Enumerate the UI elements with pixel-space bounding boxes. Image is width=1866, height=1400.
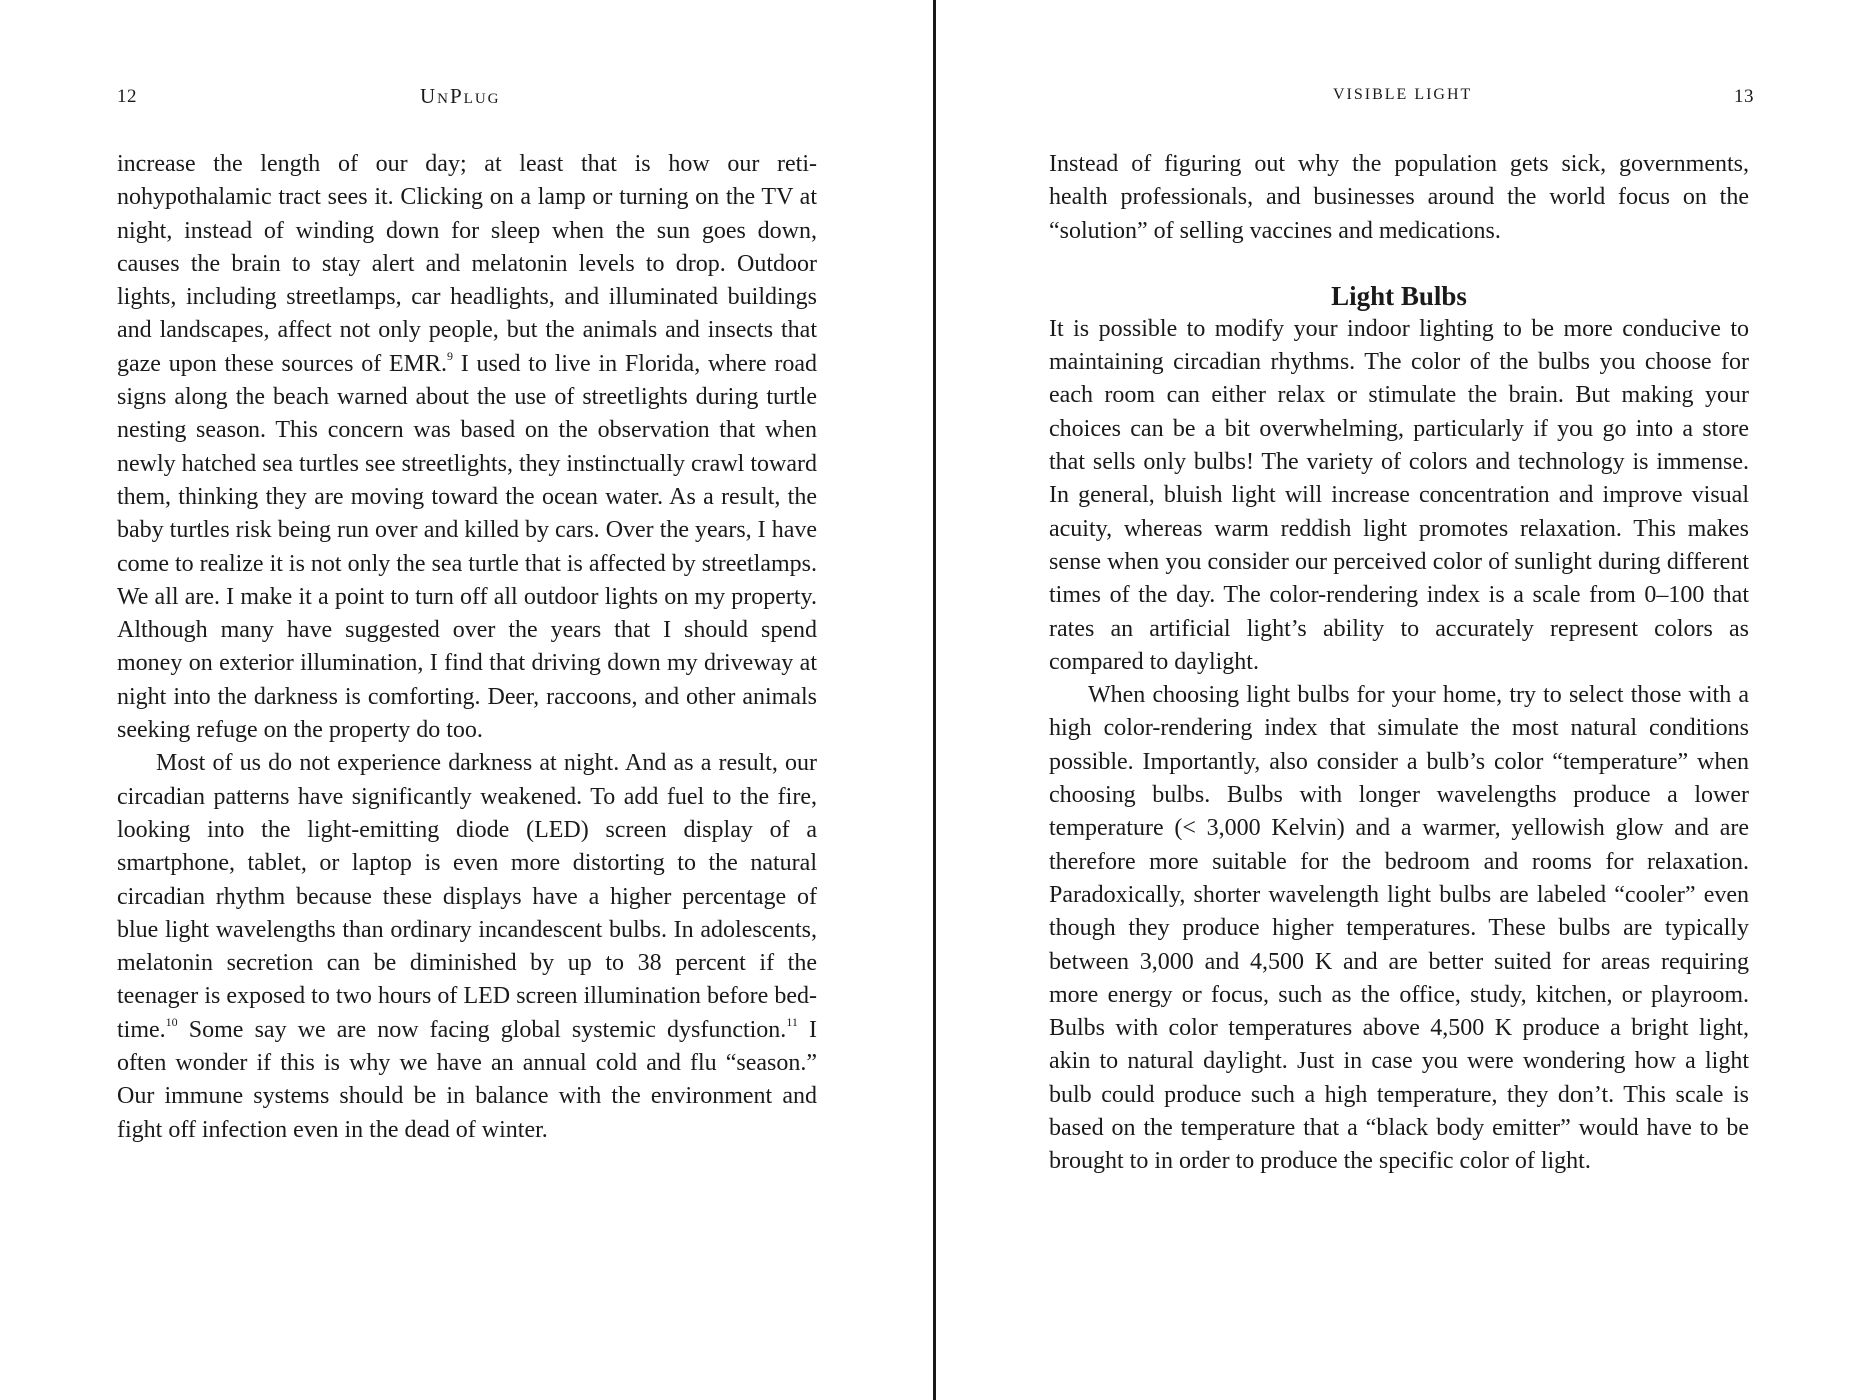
right-body-text [1049, 148, 1749, 1179]
paragraph-text: Some say we are now facing global systemic dysfunction. [177, 1016, 787, 1043]
footnote-marker: 11 [786, 1014, 798, 1029]
running-head-book-title: UnPlug [420, 84, 501, 108]
left-body-text [117, 148, 817, 1147]
footnote-marker: 10 [165, 1014, 178, 1029]
section-heading: Light Bulbs [1331, 280, 1467, 311]
page-number: 13 [1734, 86, 1754, 107]
paragraph-text: I often wonder if this is why we have an annual cold and flu “season.” Our immune systems should be in balance with the environment and fight off infection even in the dead of winter. [117, 1016, 817, 1143]
page-number: 12 [117, 86, 137, 107]
paragraph: When choosing light bulbs for your home, try to select those with a high color-rendering index that simulate the most natural conditions possible. Importantly, also consider a bulb’s color “temperature” when choosing bulbs. Bulbs with longer wavelengths produce a lower temperature (< 3,000 Kelvin) and a warmer, yellowish glow and are therefore more suitable for the bedroom and rooms for relaxation. Paradoxically, shorter wavelength light bulbs are labeled “cooler” even though they produce higher temperatures. These bulbs are typically between 3,000 and 4,500 K and are better suited for areas requiring more energy or focus, such as the office, study, kitchen, or playroom. Bulbs with color temperatures above 4,500 K produce a bright light, akin to natural daylight. Just in case you were wondering how a light bulb could produce such a high temperature, they don’t. This scale is based on the temperature that a “black body emitter” would have to be brought to in order to produce the specific color of light. [1049, 682, 1749, 1175]
paragraph [117, 747, 817, 1147]
paragraph [117, 148, 817, 747]
running-head-chapter-title: VISIBLE LIGHT [1333, 86, 1473, 103]
paragraph-text: I used to live in Florida, where road signs along the beach warned about the use of streetlights during turtle nesting season. This concern was based on the observation that when newly hatched sea turtles see streetlights, they instinctually crawl toward them, thinking they are moving toward the ocean water. As a result, the baby turtles risk being run over and killed by cars. Over the years, I have come to realize it is not only the sea turtle that is affected by streetlamps. We all are. I make it a point to turn off all outdoor lights on my property. Although many have suggested over the years that I should spend money on exterior illumination, I find that driving down my driveway at night into the darkness is comforting. Deer, raccoons, and other animals seeking refuge on the property do too. [117, 350, 817, 744]
paragraph-text: Most of us do not experience darkness at night. And as a result, our circadian patterns have significantly weakened. To add fuel to the fire, looking into the light-emitting diode (LED) screen display of a smartphone, tablet, or laptop is even more distorting to the natural circadian rhythm because these displays have a higher percentage of blue light wavelengths than ordinary incandescent bulbs. In adolescents, melatonin secretion can be diminished by up to 38 percent if the teenager is exposed to two hours of LED screen illumination before bedtime. [117, 750, 817, 1043]
right-page [936, 0, 1866, 1400]
footnote-marker: 9 [447, 348, 454, 363]
paragraph-text: increase the length of our day; at least that is how our retinohypothalamic tract sees it. Clicking on a lamp or turning on the TV at night, instead of winding down for sleep when the sun goes down, causes the brain to stay alert and melatonin levels to drop. Outdoor lights, including streetlamps, car headlights, and illuminated buildings and landscapes, affect not only people, but the animals and insects that gaze upon these sources of EMR. [117, 151, 817, 377]
paragraph: It is possible to modify your indoor lighting to be more conducive to maintaining circadian rhythms. The color of the bulbs you choose for each room can either relax or stimulate the brain. But making your choices can be a bit overwhelming, particularly if you go into a store that sells only bulbs! The variety of colors and technology is immense. In general, bluish light will increase concentration and improve visual acuity, whereas warm reddish light promotes relaxation. This makes sense when you consider our perceived color of sunlight during different times of the day. The color-rendering index is a scale from 0–100 that rates an artificial light’s ability to accurately represent colors as compared to daylight. [1049, 315, 1749, 675]
paragraph: Instead of figuring out why the population gets sick, governments, health professionals, and businesses around the world focus on the “solution” of selling vaccines and medications. [1049, 151, 1749, 244]
